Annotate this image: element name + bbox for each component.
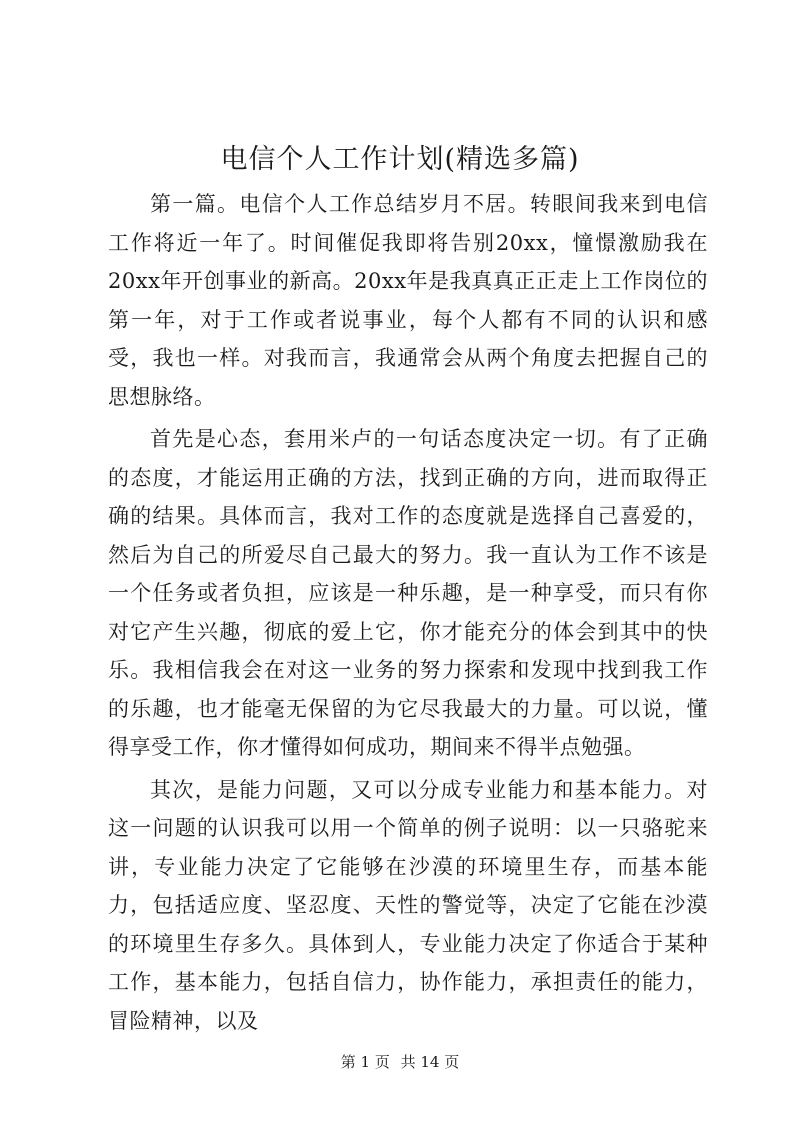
document-body xyxy=(108,185,708,1040)
document-title: 电信个人工作计划(精选多篇) xyxy=(220,144,580,175)
page-footer xyxy=(0,1052,800,1072)
paragraph: 其次，是能力问题，又可以分成专业能力和基本能力。对这一问题的认识我可以用一个简单的例子说明：以一只骆驼来讲，专业能力决定了它能够在沙漠的环境里生存，而基本能力，包括适应度、坚忍度、天性的警觉等，决定了它能在沙漠的环境里生存多久。具体到人，专业能力决定了你适合于某种工作，基本能力，包括自信力，协作能力，承担责任的能力，冒险精神，以及 xyxy=(108,777,708,1033)
page-total: 共 14 页 xyxy=(400,1053,460,1071)
page-number: 第 1 页 xyxy=(340,1053,390,1071)
paragraph: 首先是心态，套用米卢的一句话态度决定一切。有了正确的态度，才能运用正确的方法，找到正确的方向，进而取得正确的结果。具体而言，我对工作的态度就是选择自己喜爱的，然后为自己的所爱尽自己最大的努力。我一直认为工作不该是一个任务或者负担，应该是一种乐趣，是一种享受，而只有你对它产生兴趣，彻底的爱上它，你才能充分的体会到其中的快乐。我相信我会在对这一业务的努力探索和发现中找到我工作的乐趣，也才能毫无保留的为它尽我最大的力量。可以说，懂得享受工作，你才懂得如何成功，期间来不得半点勉强。 xyxy=(108,427,708,759)
paragraph: 第一篇。电信个人工作总结岁月不居。转眼间我来到电信工作将近一年了。时间催促我即将告别20xx，憧憬激励我在20xx年开创事业的新高。20xx年是我真真正正走上工作岗位的第一年，对于工作或者说事业，每个人都有不同的认识和感受，我也一样。对我而言，我通常会从两个角度去把握自己的思想脉络。 xyxy=(108,192,708,409)
